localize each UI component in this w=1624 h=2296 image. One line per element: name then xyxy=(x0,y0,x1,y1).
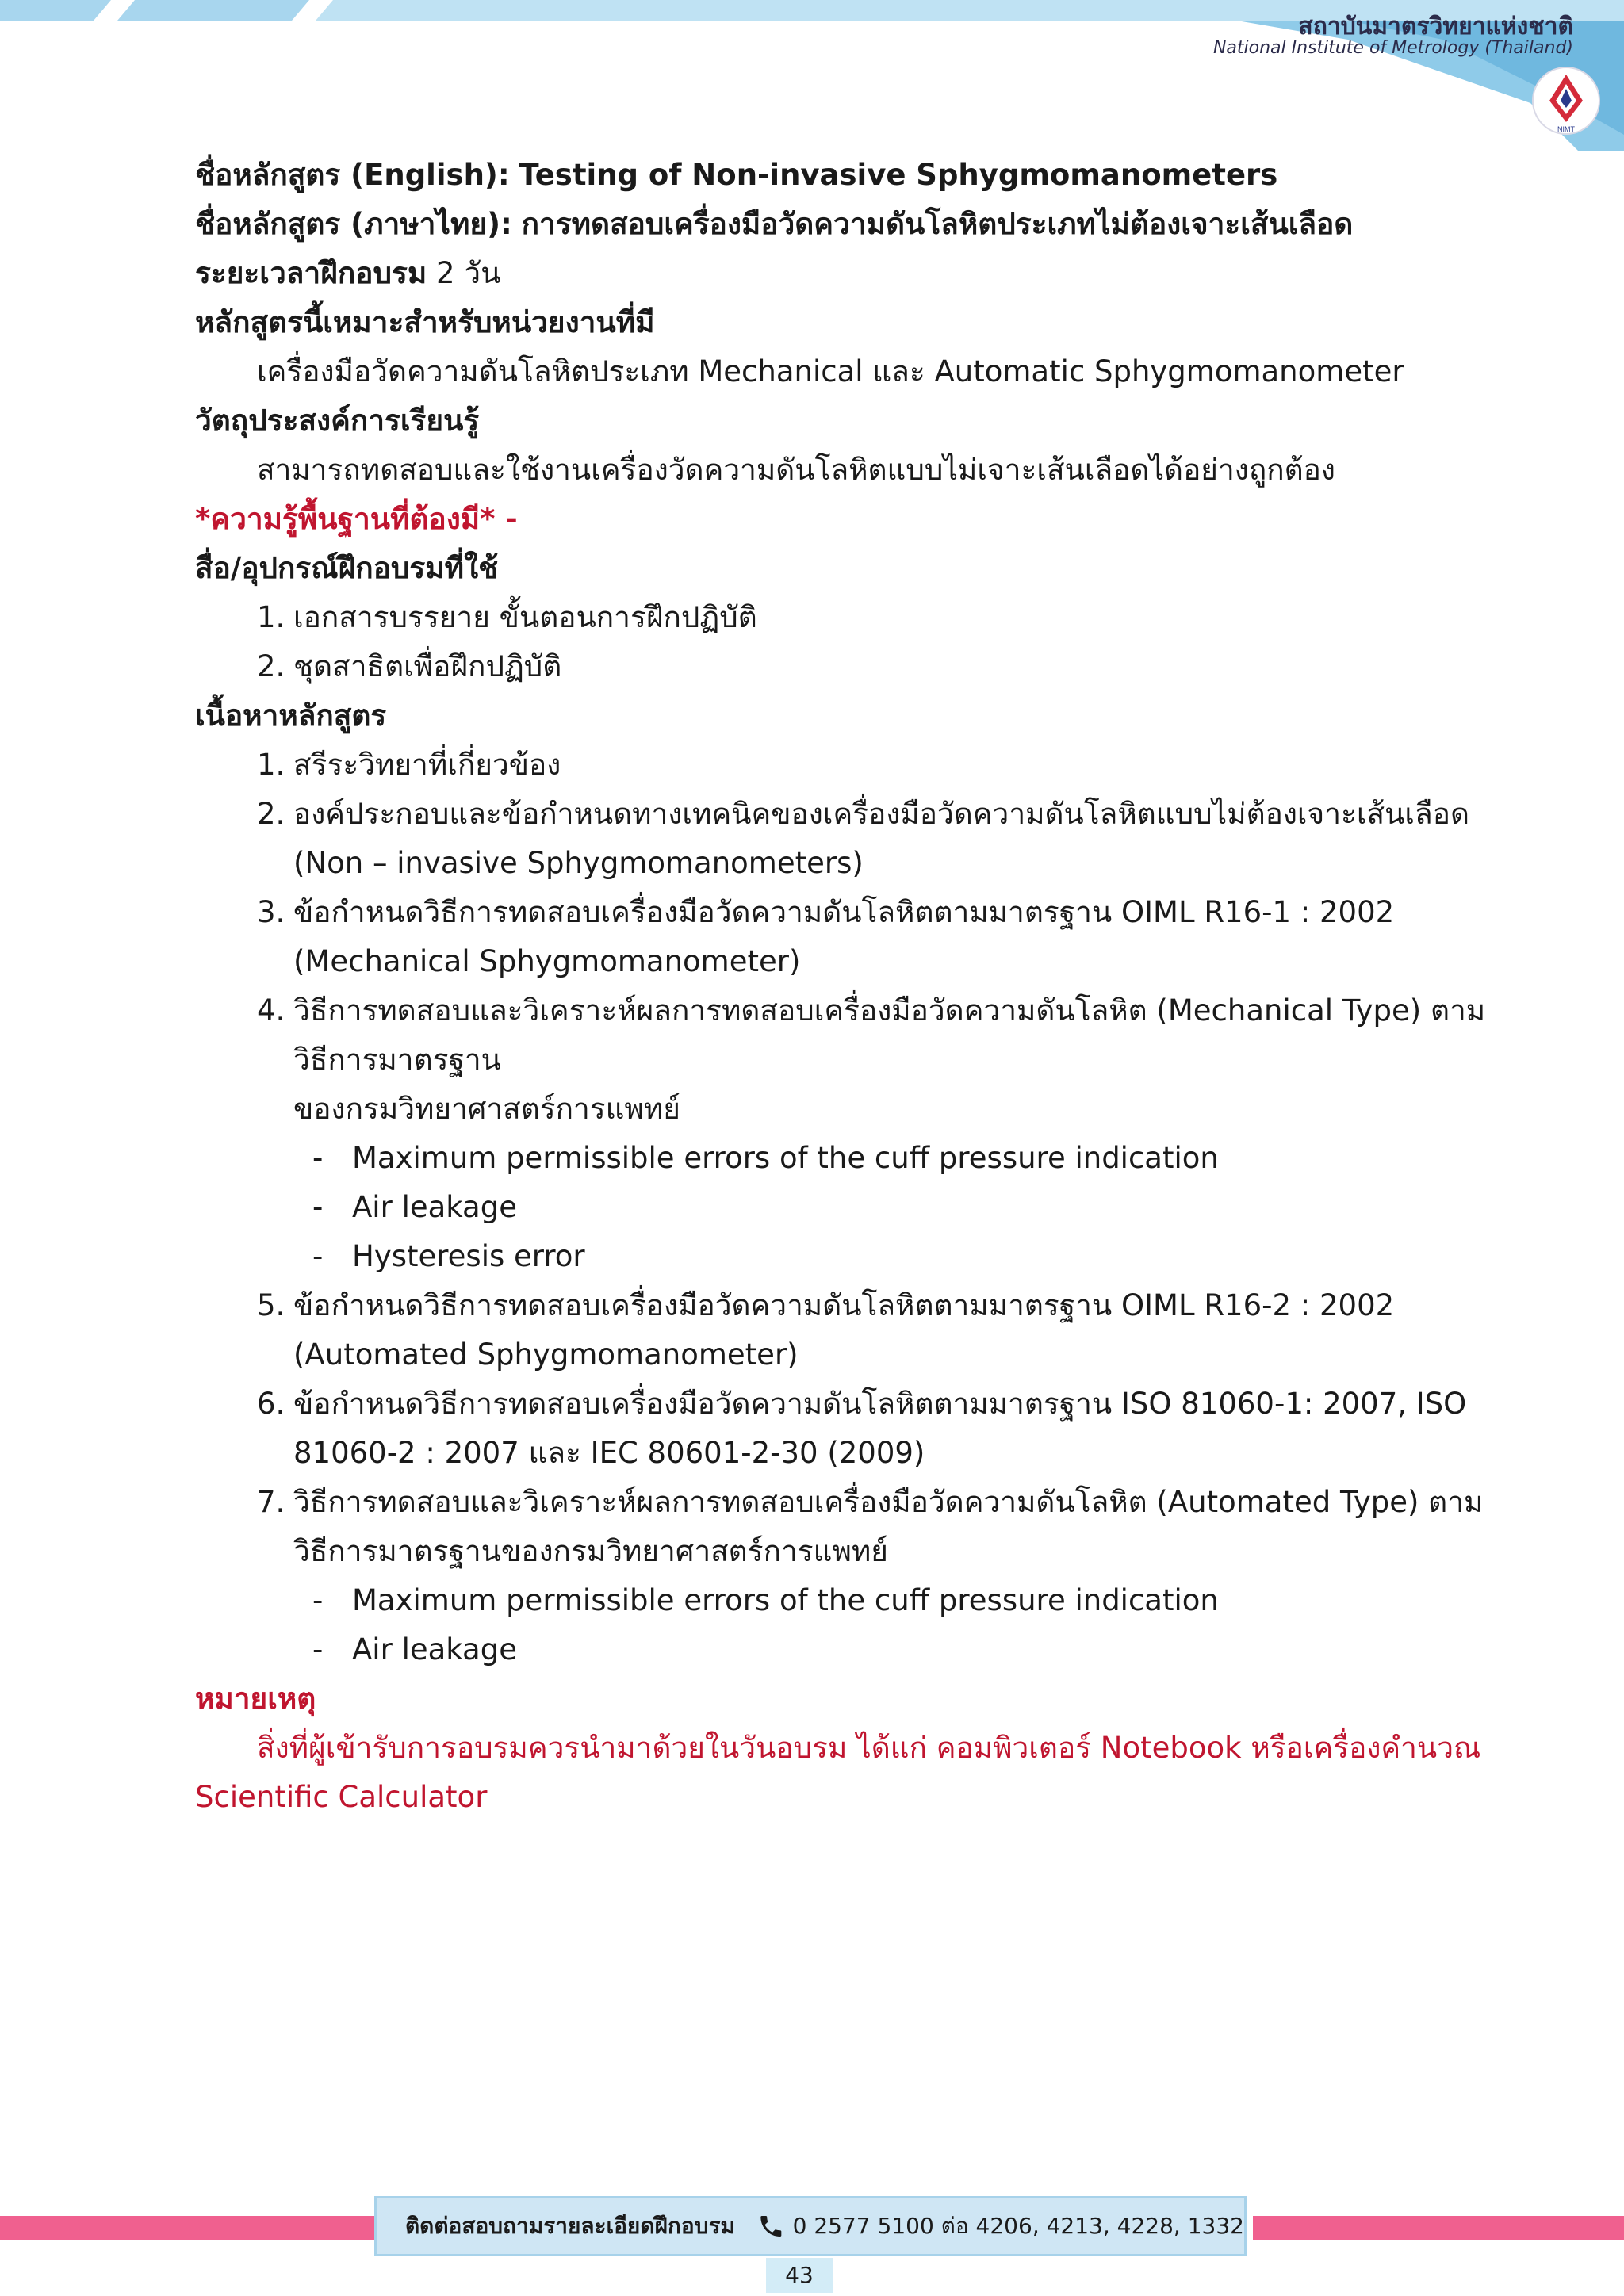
objective-text: สามารถทดสอบและใช้งานเครื่องวัดความดันโลหิตแบบไม่เจาะเส้นเลือดได้อย่างถูกต้อง xyxy=(257,453,1335,487)
list-item: 3. ข้อกำหนดวิธีการทดสอบเครื่องมือวัดความดันโลหิตตามมาตรฐาน OIML R16-1 : 2002 xyxy=(257,895,1395,929)
list-item: 6. ข้อกำหนดวิธีการทดสอบเครื่องมือวัดความดันโลหิตตามมาตรฐาน ISO 81060-1: 2007, ISO xyxy=(257,1387,1467,1421)
page-number: 43 xyxy=(766,2258,833,2293)
content-item-2-line-2: (Non – invasive Sphygmomanometers) xyxy=(293,846,864,880)
content-item-7-sub-1: Maximum permissible errors of the cuff pressure indication xyxy=(352,1583,1219,1617)
content-item-4-sub-2: Air leakage xyxy=(352,1190,517,1224)
sub-list-item: - Air leakage xyxy=(312,1190,517,1224)
course-name-en-label: ชื่อหลักสูตร (English): xyxy=(195,158,510,192)
prerequisite-row xyxy=(195,495,1416,544)
sub-list-item: - Maximum permissible errors of the cuff pressure indication xyxy=(312,1141,1219,1175)
duration-row xyxy=(195,249,1416,298)
media-heading: สื่อ/อุปกรณ์ฝึกอบรมที่ใช้ xyxy=(195,551,499,585)
content-item-4-sub-3: Hysteresis error xyxy=(352,1239,585,1273)
sub-list-item: - Hysteresis error xyxy=(312,1239,585,1273)
course-name-th-row xyxy=(195,200,1416,249)
institute-name-thai: สถาบันมาตรวิทยาแห่งชาติ xyxy=(1298,13,1573,40)
note-line-1: สิ่งที่ผู้เข้ารับการอบรมควรนำมาด้วยในวันอบรม ได้แก่ คอมพิวเตอร์ Notebook หรือเครื่องคำนวณ xyxy=(257,1731,1481,1765)
course-name-en-row xyxy=(195,151,1416,200)
phone-icon xyxy=(757,2212,785,2241)
content-item-7-sub-2: Air leakage xyxy=(352,1632,517,1667)
content-item-4-line-1: วิธีการทดสอบและวิเคราะห์ผลการทดสอบเครื่องมือวัดความดันโลหิต (Mechanical Type) ตาม xyxy=(293,993,1486,1027)
objective-heading: วัตถุประสงค์การเรียนรู้ xyxy=(195,404,480,438)
nimt-logo-icon xyxy=(1530,65,1602,136)
media-item-2: ชุดสาธิตเพื่อฝึกปฏิบัติ xyxy=(293,649,562,683)
note-heading: หมายเหตุ xyxy=(195,1682,316,1716)
content-item-4-line-3: ของกรมวิทยาศาสตร์การแพทย์ xyxy=(293,1092,680,1126)
content-item-2-line-1: องค์ประกอบและข้อกำหนดทางเทคนิคของเครื่องมือวัดความดันโลหิตแบบไม่ต้องเจาะเส้นเลือด xyxy=(293,797,1469,831)
content-item-6-line-2: 81060-2 : 2007 และ IEC 80601-2-30 (2009) xyxy=(293,1436,925,1470)
content-item-3-line-2: (Mechanical Sphygmomanometer) xyxy=(293,944,801,978)
content-item-7-line-2: วิธีการมาตรฐานของกรมวิทยาศาสตร์การแพทย์ xyxy=(293,1534,888,1568)
content-item-1-line-1: สรีระวิทยาที่เกี่ยวข้อง xyxy=(293,748,561,782)
content-item-3-line-1: ข้อกำหนดวิธีการทดสอบเครื่องมือวัดความดันโลหิตตามมาตรฐาน OIML R16-1 : 2002 xyxy=(293,895,1395,929)
list-item: 1. เอกสารบรรยาย ขั้นตอนการฝึกปฏิบัติ xyxy=(257,600,757,634)
suitable-text: เครื่องมือวัดความดันโลหิตประเภท Mechanical และ Automatic Sphygmomanometer xyxy=(257,354,1404,388)
course-name-th-label: ชื่อหลักสูตร (ภาษาไทย): xyxy=(195,207,512,241)
list-item: 1. สรีระวิทยาที่เกี่ยวข้อง xyxy=(257,748,561,782)
course-name-en-value: Testing of Non-invasive Sphygmomanometers xyxy=(519,158,1278,192)
content-item-4-sub-1: Maximum permissible errors of the cuff pressure indication xyxy=(352,1141,1219,1175)
suitable-heading: หลักสูตรนี้เหมาะสำหรับหน่วยงานที่มี xyxy=(195,305,655,339)
contact-phone: 0 2577 5100 ต่อ 4206, 4213, 4228, 1332 xyxy=(792,2213,1244,2239)
duration-label: ระยะเวลาฝึกอบรม xyxy=(195,256,427,290)
course-details xyxy=(195,151,1486,1822)
list-item: 2. ชุดสาธิตเพื่อฝึกปฏิบัติ xyxy=(257,649,562,683)
content-item-5-line-1: ข้อกำหนดวิธีการทดสอบเครื่องมือวัดความดันโลหิตตามมาตรฐาน OIML R16-2 : 2002 xyxy=(293,1288,1395,1322)
footer-bar-left xyxy=(0,2216,379,2240)
institute-name-english: National Institute of Metrology (Thailand) xyxy=(1212,38,1573,58)
prerequisite-value: - xyxy=(505,502,518,536)
prerequisite-label: *ความรู้พื้นฐานที่ต้องมี* xyxy=(195,502,496,536)
footer-bar-right xyxy=(1253,2216,1624,2240)
list-item: 4. วิธีการทดสอบและวิเคราะห์ผลการทดสอบเครื่องมือวัดความดันโลหิต (Mechanical Type) ตาม xyxy=(257,993,1486,1027)
content-heading: เนื้อหาหลักสูตร xyxy=(195,698,387,733)
media-item-1: เอกสารบรรยาย ขั้นตอนการฝึกปฏิบัติ xyxy=(293,600,757,634)
sub-list-item: - Maximum permissible errors of the cuff pressure indication xyxy=(312,1583,1219,1617)
list-item: 5. ข้อกำหนดวิธีการทดสอบเครื่องมือวัดความดันโลหิตตามมาตรฐาน OIML R16-2 : 2002 xyxy=(257,1288,1395,1322)
content-item-5-line-2: (Automated Sphygmomanometer) xyxy=(293,1337,799,1372)
contact-label: ติดต่อสอบถามรายละเอียดฝึกอบรม xyxy=(405,2213,735,2239)
course-name-th-value: การทดสอบเครื่องมือวัดความดันโลหิตประเภทไม่ต้องเจาะเส้นเลือด xyxy=(521,207,1354,241)
svg-text:NIMT: NIMT xyxy=(1557,125,1575,133)
duration-value: 2 วัน xyxy=(436,256,501,290)
content-item-7-line-1: วิธีการทดสอบและวิเคราะห์ผลการทดสอบเครื่องมือวัดความดันโลหิต (Automated Type) ตาม xyxy=(293,1485,1484,1519)
list-item: 2. องค์ประกอบและข้อกำหนดทางเทคนิคของเครื่องมือวัดความดันโลหิตแบบไม่ต้องเจาะเส้นเลือด xyxy=(257,797,1469,831)
contact-box xyxy=(374,2196,1247,2256)
content-item-4-line-2: วิธีการมาตรฐาน xyxy=(293,1043,501,1077)
content-item-6-line-1: ข้อกำหนดวิธีการทดสอบเครื่องมือวัดความดันโลหิตตามมาตรฐาน ISO 81060-1: 2007, ISO xyxy=(293,1387,1467,1421)
sub-list-item: - Air leakage xyxy=(312,1632,517,1667)
list-item: 7. วิธีการทดสอบและวิเคราะห์ผลการทดสอบเครื่องมือวัดความดันโลหิต (Automated Type) ตาม xyxy=(257,1485,1484,1519)
note-line-2: Scientific Calculator xyxy=(195,1780,488,1814)
